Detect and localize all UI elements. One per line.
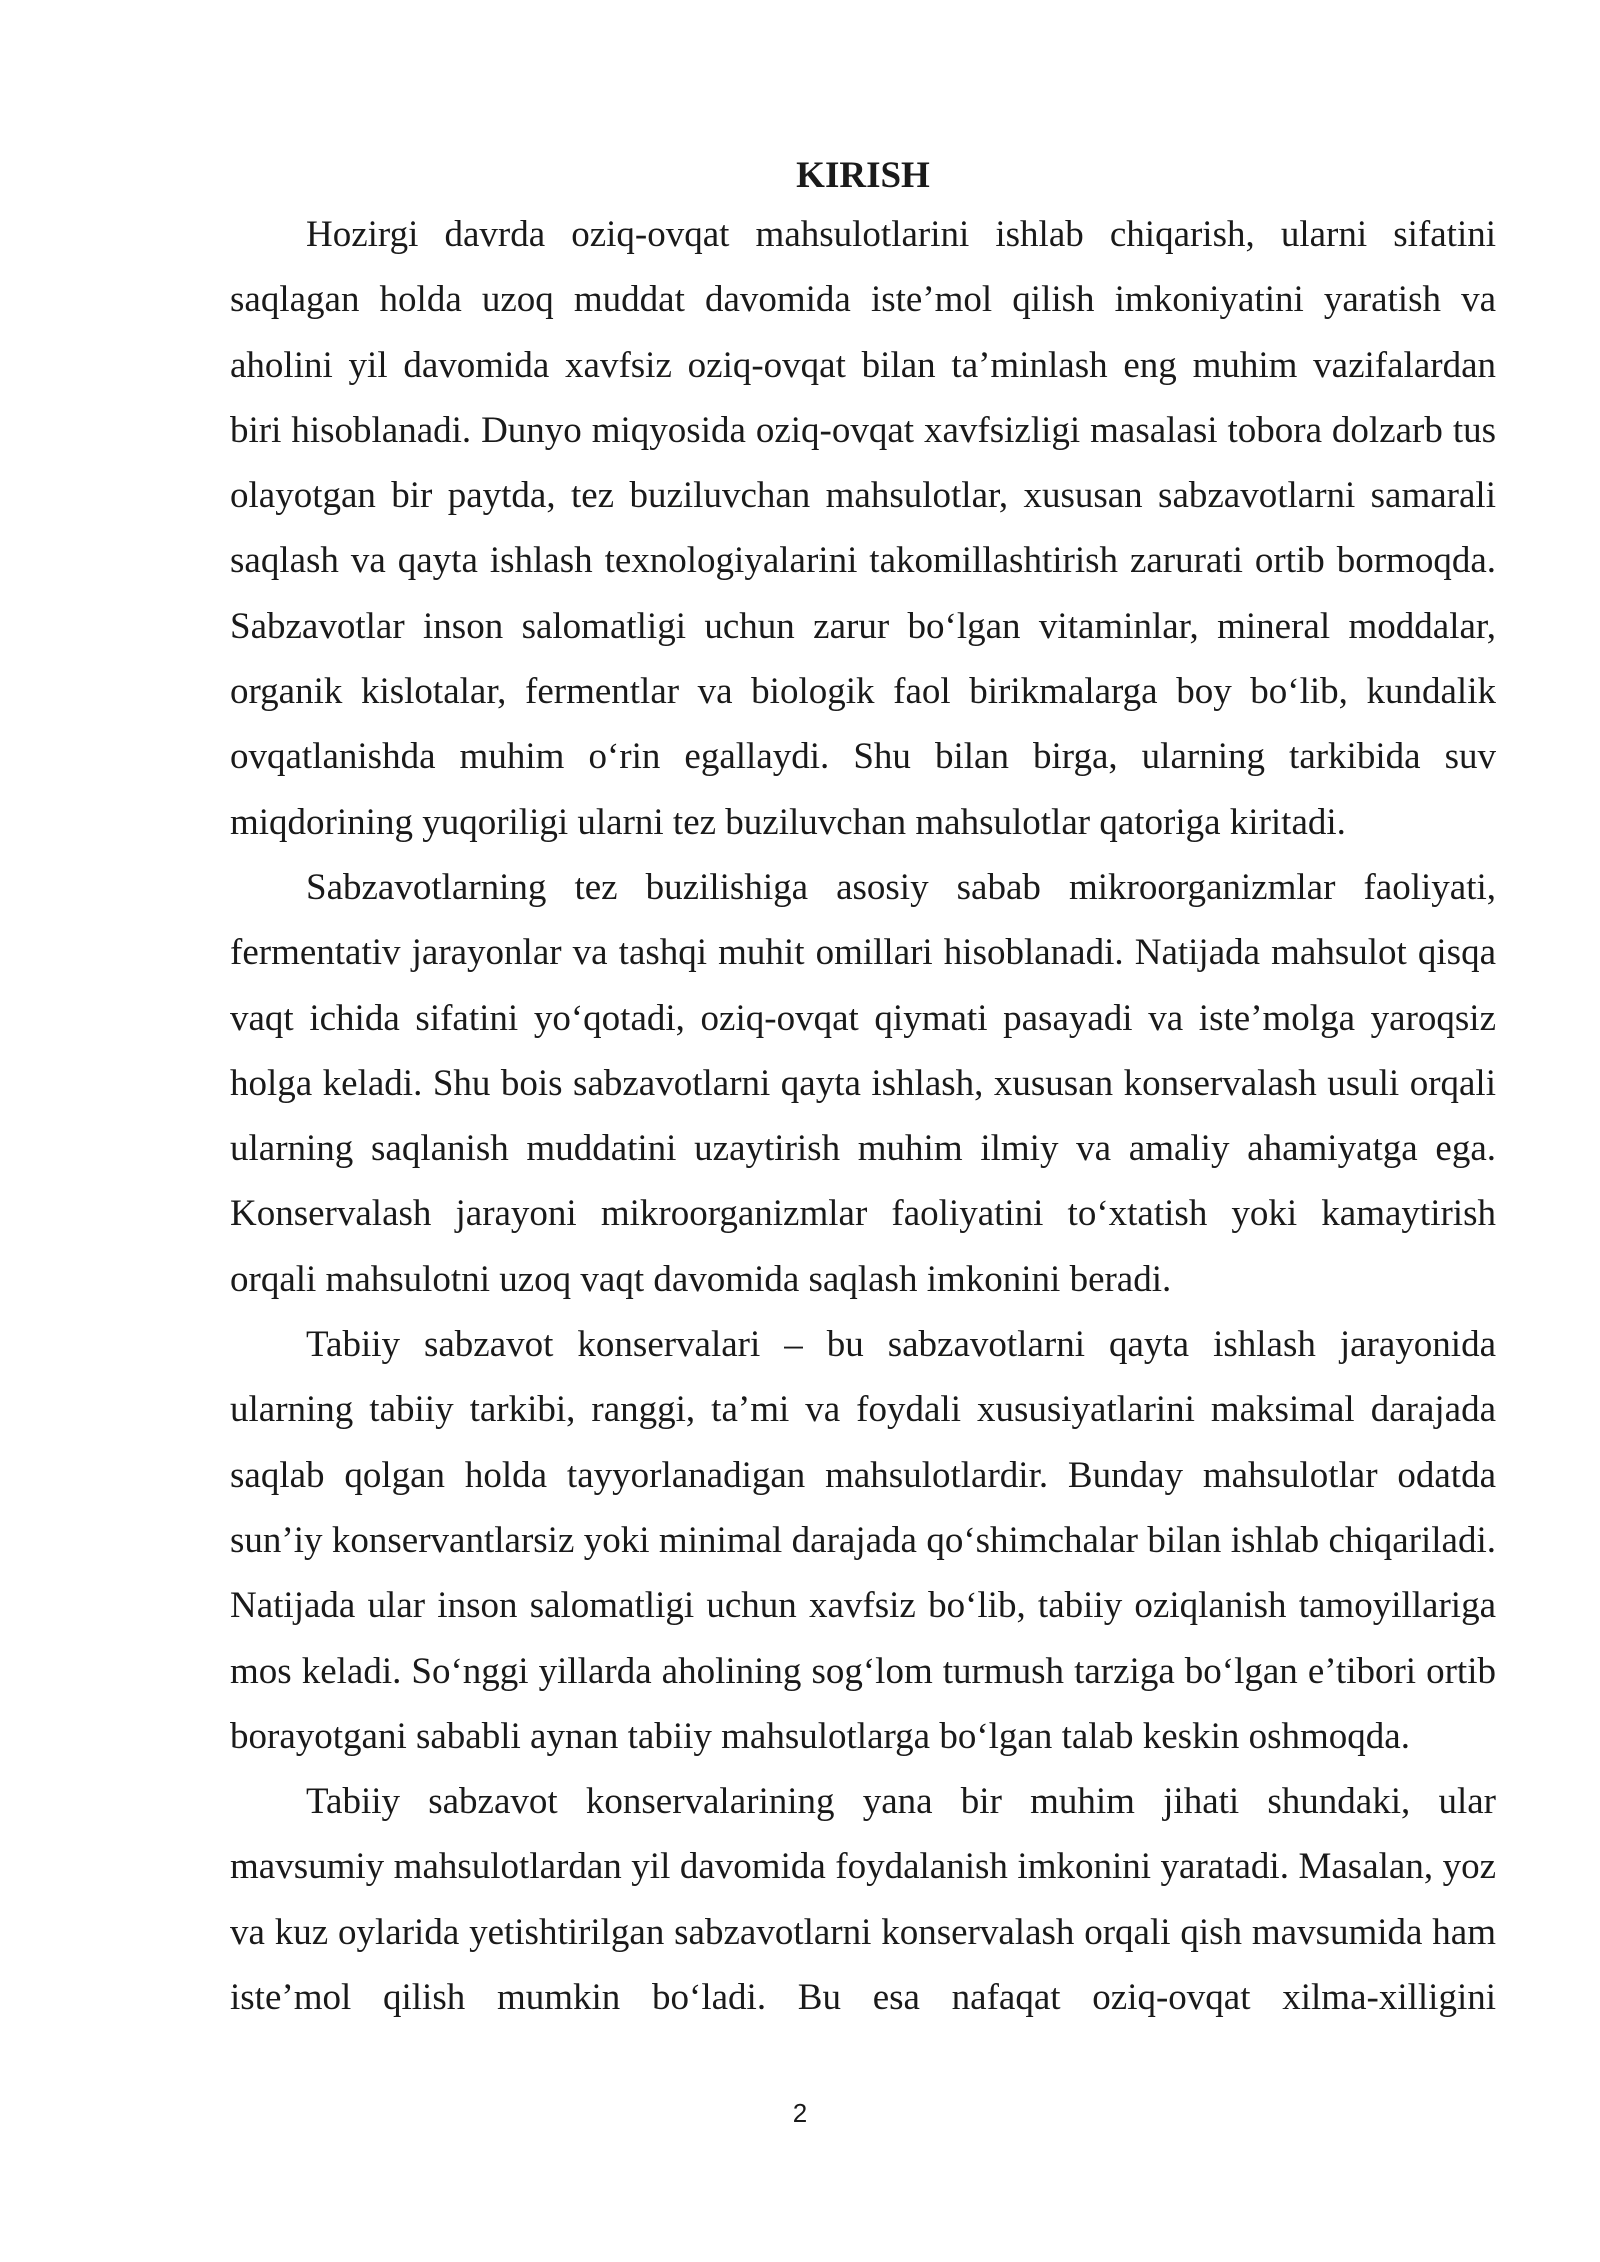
paragraph-4: Tabiiy sabzavot konservalarining yana bir muhim jihati shundaki, ular mavsumiy mahsulotlardan yil davomida foydalanish imkonini yaratadi. Masalan, yoz va kuz oylarida yetishtirilgan sabzavotlarni konservalash orqali qish mavsumida ham iste’mol qilish mumkin bo‘ladi. Bu esa nafaqat oziq-ovqat xilma-xilligini	[230, 1781, 1496, 2019]
page-number: 2	[792, 2098, 808, 2128]
paragraph-1: Hozirgi davrda oziq-ovqat mahsulotlarini ishlab chiqarish, ularni sifatini saqlagan holda uzoq muddat davomida iste’mol qilish imkoniyatini yaratish va aholini yil davomida xavfsiz oziq-ovqat bilan ta’minlash eng muhim vazifalardan biri hisoblanadi. Dunyo miqyosida oziq-ovqat xavfsizligi masalasi tobora dolzarb tus olayotgan bir paytda, tez buziluvchan mahsulotlar, xususan sabzavotlarni samarali saqlash va qayta ishlash texnologiyalarini takomillashtirish zarurati ortib bormoqda. Sabzavotlar inson salomatligi uchun zarur bo‘lgan vitaminlar, mineral moddalar, organik kislotalar, fermentlar va biologik faol birikmalarga boy bo‘lib, kundalik ovqatlanishda muhim o‘rin egallaydi. Shu bilan birga, ularning tarkibida suv miqdorining yuqoriligi ularni tez buziluvchan mahsulotlar qatoriga kiritadi.	[230, 214, 1496, 843]
section-title: KIRISH	[796, 155, 930, 196]
paragraph-3: Tabiiy sabzavot konservalari – bu sabzavotlarni qayta ishlash jarayonida ularning tabiiy tarkibi, ranggi, ta’mi va foydali xususiyatlarini maksimal darajada saqlab qolgan holda tayyorlanadigan mahsulotlardir. Bunday mahsulotlar odatda sun’iy konservantlarsiz yoki minimal darajada qo‘shimchalar bilan ishlab chiqariladi. Natijada ular inson salomatligi uchun xavfsiz bo‘lib, tabiiy oziqlanish tamoyillariga mos keladi. So‘nggi yillarda aholining sog‘lom turmush tarziga bo‘lgan e’tibori ortib borayotgani sababli aynan tabiiy mahsulotlarga bo‘lgan talab keskin oshmoqda.	[230, 1324, 1496, 1757]
paragraph-2: Sabzavotlarning tez buzilishiga asosiy sabab mikroorganizmlar faoliyati, fermentativ jarayonlar va tashqi muhit omillari hisoblanadi. Natijada mahsulot qisqa vaqt ichida sifatini yo‘qotadi, oziq-ovqat qiymati pasayadi va iste’molga yaroqsiz holga keladi. Shu bois sabzavotlarni qayta ishlash, xususan konservalash usuli orqali ularning saqlanish muddatini uzaytirish muhim ilmiy va amaliy ahamiyatga ega. Konservalash jarayoni mikroorganizmlar faoliyatini to‘xtatish yoki kamaytirish orqali mahsulotni uzoq vaqt davomida saqlash imkonini beradi.	[230, 866, 1496, 1300]
page-content	[230, 150, 1496, 2030]
